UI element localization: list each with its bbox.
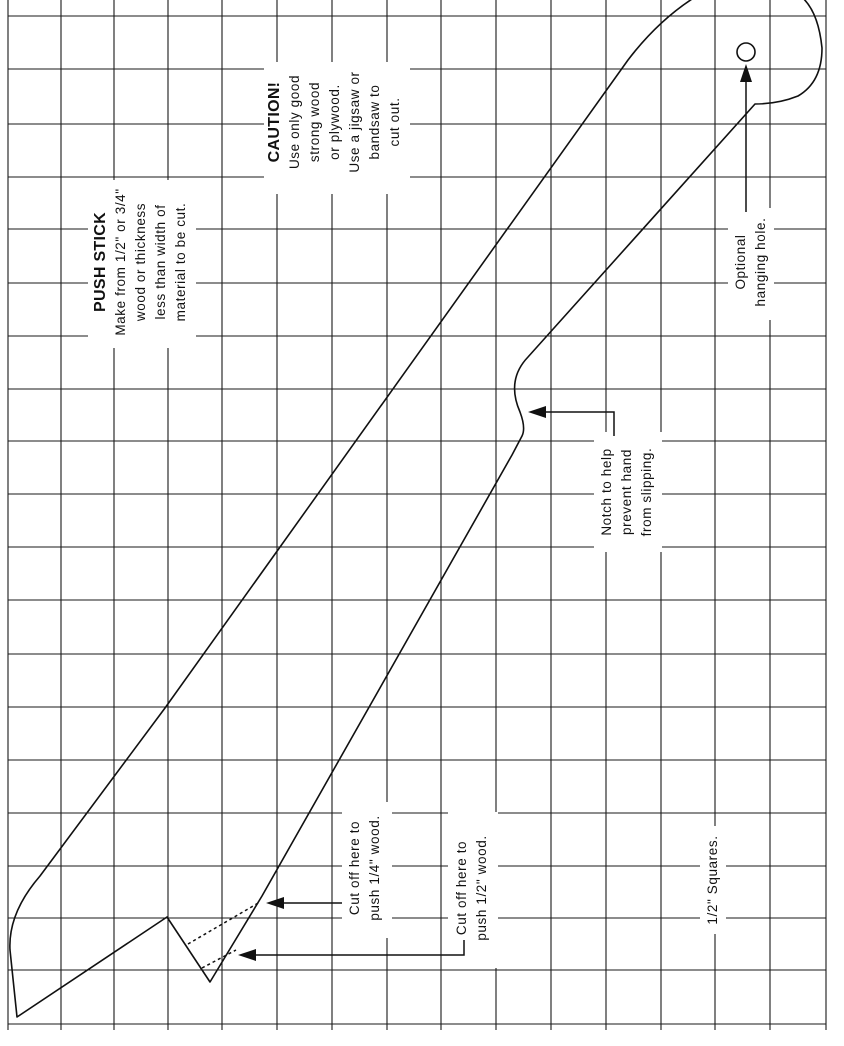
hanging-hole-line-1: Optional <box>733 234 748 290</box>
cut-line-quarter-inch <box>188 902 260 944</box>
caution-line-2: strong wood <box>307 81 322 163</box>
hanging-hole-circle <box>737 43 755 61</box>
caution-line-5: bandsaw to <box>367 84 382 160</box>
push-stick-line-4: material to be cut. <box>173 202 188 322</box>
hanging-hole-leader <box>740 64 752 212</box>
notch-label <box>599 448 654 537</box>
hanging-hole-line-2: hanging hole. <box>753 217 768 307</box>
cut-half-line-1: Cut off here to <box>454 840 469 936</box>
notch-leader <box>528 406 614 436</box>
push-stick-line-1: Make from 1/2" or 3/4" <box>113 188 128 336</box>
cut-quarter-line-1: Cut off here to <box>347 820 362 916</box>
cut-half-line-2: push 1/2" wood. <box>474 835 489 941</box>
cut-quarter-line-2: push 1/4" wood. <box>367 815 382 921</box>
push-stick-line-2: wood or thickness <box>133 202 148 322</box>
caution-line-3: or plywood. <box>327 84 342 160</box>
caution-label <box>266 71 402 172</box>
notch-line-1: Notch to help <box>599 448 614 536</box>
caution-line-6: cut out. <box>387 97 402 147</box>
scale-label <box>705 835 720 924</box>
caution-line-1: Use only good <box>287 74 302 170</box>
notch-line-2: prevent hand <box>619 448 634 536</box>
notch-line-3: from slipping. <box>639 447 654 537</box>
caution-title: CAUTION! <box>266 81 283 163</box>
push-stick-line-3: less than width of <box>153 204 168 320</box>
cut-line-half-inch <box>202 950 236 968</box>
push-stick-title: PUSH STICK <box>92 212 109 312</box>
cut-half-leader <box>238 940 464 961</box>
scale-text: 1/2" Squares. <box>705 835 720 925</box>
caution-line-4: Use a jigsaw or <box>347 71 362 173</box>
